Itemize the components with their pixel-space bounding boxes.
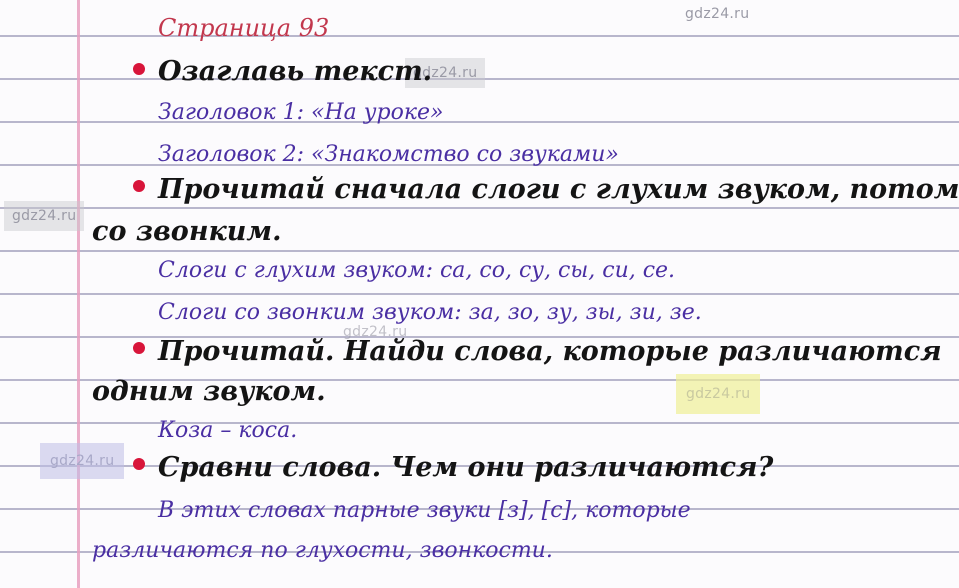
task-4-instruction: Сравни слова. Чем они различаются? xyxy=(158,452,774,483)
watermark: gdz24.ru xyxy=(676,374,760,414)
watermark: gdz24.ru xyxy=(4,201,84,231)
task-4-answer: В этих словах парные звуки [з], [с], которые xyxy=(158,498,691,523)
task-1-instruction: Озаглавь текст. xyxy=(158,56,433,87)
task-2-instruction: Прочитай сначала слоги с глухим звуком, потом xyxy=(158,174,959,205)
task-bullet xyxy=(133,180,145,192)
task-2-answer: Слоги с глухим звуком: са, со, су, сы, си, се. xyxy=(158,258,676,283)
task-1-answer: Заголовок 2: «Знакомство со звуками» xyxy=(158,142,619,167)
task-bullet xyxy=(133,458,145,470)
task-3-instruction: одним звуком. xyxy=(92,376,326,407)
task-2-instruction: со звонким. xyxy=(92,216,282,247)
task-bullet xyxy=(133,63,145,75)
watermark: gdz24.ru xyxy=(40,443,124,479)
watermark: gdz24.ru xyxy=(685,6,750,22)
watermark: gdz24.ru xyxy=(405,58,485,88)
task-3-answer: Коза – коса. xyxy=(158,418,298,443)
page-title: Страница 93 xyxy=(158,14,330,42)
task-4-answer: различаются по глухости, звонкости. xyxy=(92,538,553,563)
notebook-margin-line xyxy=(77,0,80,588)
watermark: gdz24.ru xyxy=(343,324,408,340)
task-2-answer: Слоги со звонким звуком: за, зо, зу, зы, зи, зе. xyxy=(158,300,702,325)
task-1-answer: Заголовок 1: «На уроке» xyxy=(158,100,444,125)
task-bullet xyxy=(133,342,145,354)
task-3-instruction: Прочитай. Найди слова, которые различаются xyxy=(158,336,942,367)
